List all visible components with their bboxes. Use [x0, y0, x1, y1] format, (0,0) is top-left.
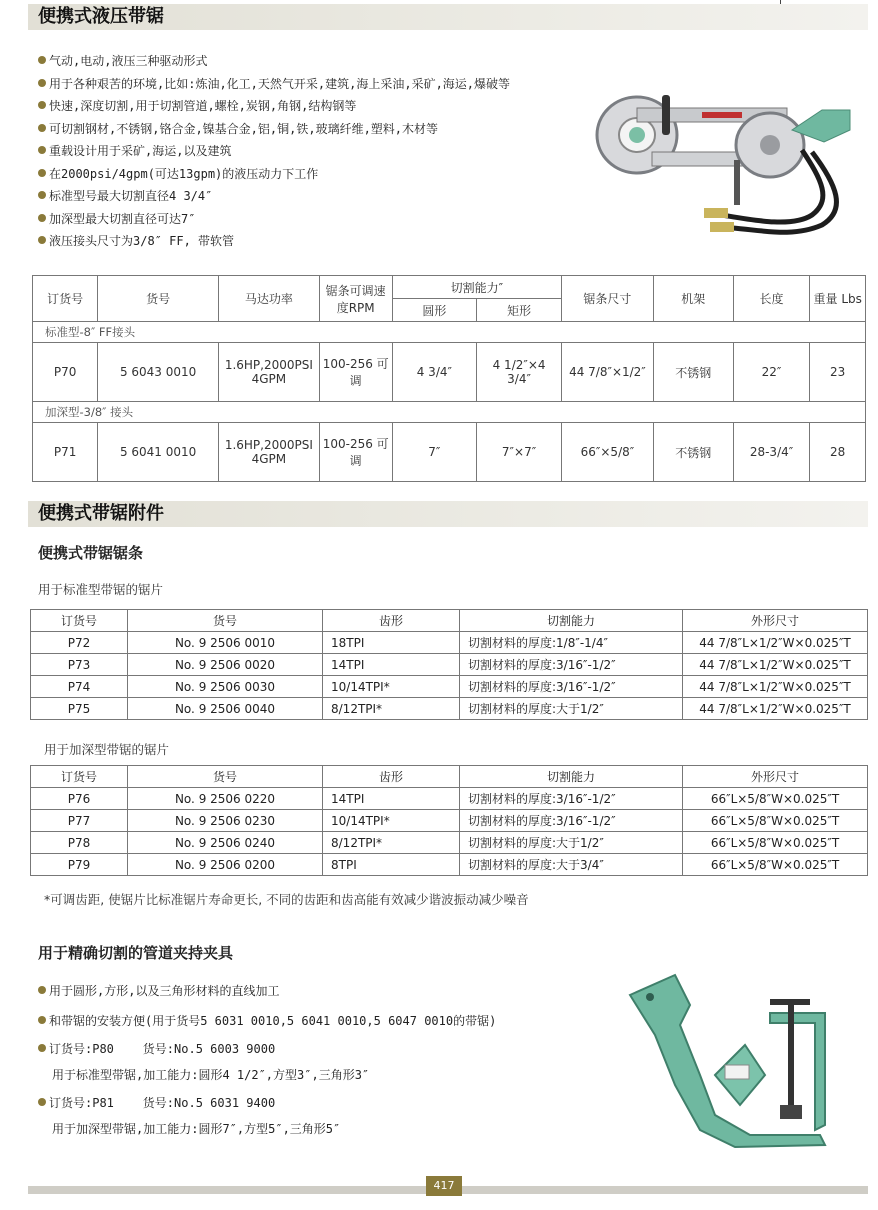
- feature-item: 和带锯的安装方便(用于货号5 6031 0010,5 6041 0010,5 6047 0010的带锯): [38, 1010, 496, 1032]
- table-header-row: [31, 766, 868, 788]
- cell-blade: 66″×5/8″: [562, 423, 654, 482]
- col-part-no: 货号: [98, 276, 219, 322]
- cell-tooth: 18TPI: [323, 632, 460, 654]
- cell-dimensions: 66″L×5/8″W×0.025″T: [683, 788, 868, 810]
- feature-item: 标准型号最大切割直径4 3/4″: [38, 185, 510, 208]
- cell-part-no: No. 9 2506 0220: [128, 788, 323, 810]
- feature-item: 可切割钢材,不锈钢,铬合金,镍基合金,铝,铜,铁,玻璃纤维,塑料,木材等: [38, 118, 510, 141]
- col-tooth: 齿形: [323, 766, 460, 788]
- cell-order-no: P78: [31, 832, 128, 854]
- cell-part-no: No. 9 2506 0030: [128, 676, 323, 698]
- bullet-dot-icon: [38, 56, 46, 64]
- cell-capacity: 切割材料的厚度:3/16″-1/2″: [460, 810, 683, 832]
- cell-order-no: P79: [31, 854, 128, 876]
- cell-part-no: 5 6043 0010: [98, 343, 219, 402]
- page-number: 417: [426, 1176, 462, 1196]
- col-speed: 锯条可调速度RPM: [319, 276, 392, 322]
- bullet-dot-icon: [38, 124, 46, 132]
- table-row: [33, 423, 866, 482]
- cell-order-no: P76: [31, 788, 128, 810]
- group-label: 标准型-8″ FF接头: [33, 322, 866, 343]
- subsection-title-blades: 便携式带锯锯条: [38, 544, 144, 562]
- col-tooth: 齿形: [323, 610, 460, 632]
- col-length: 长度: [733, 276, 810, 322]
- feature-item: 用于圆形,方形,以及三角形材料的直线加工: [38, 980, 496, 1002]
- cell-rect: 4 1/2″×4 3/4″: [477, 343, 562, 402]
- cell-dimensions: 66″L×5/8″W×0.025″T: [683, 832, 868, 854]
- cell-dimensions: 44 7/8″L×1/2″W×0.025″T: [683, 654, 868, 676]
- col-round: 圆形: [392, 299, 476, 322]
- cell-capacity: 切割材料的厚度:3/16″-1/2″: [460, 788, 683, 810]
- table-row: [31, 698, 868, 720]
- cell-order-no: P71: [33, 423, 98, 482]
- feature-item: 气动,电动,液压三种驱动形式: [38, 50, 510, 73]
- cell-length: 28-3/4″: [733, 423, 810, 482]
- col-order-no: 订货号: [31, 766, 128, 788]
- col-dimensions: 外形尺寸: [683, 610, 868, 632]
- bullet-dot-icon: [38, 1044, 46, 1052]
- cell-capacity: 切割材料的厚度:大于3/4″: [460, 854, 683, 876]
- cell-blade: 44 7/8″×1/2″: [562, 343, 654, 402]
- section-title-hydraulic-bandsaw: 便携式液压带锯: [28, 4, 868, 30]
- cell-round: 7″: [392, 423, 476, 482]
- pipe-clamp-image: [620, 965, 835, 1150]
- col-blade: 锯条尺寸: [562, 276, 654, 322]
- cell-capacity: 切割材料的厚度:1/8″-1/4″: [460, 632, 683, 654]
- cell-speed: 100-256 可调: [319, 423, 392, 482]
- section-title-pipe-clamp: 用于精确切割的管道夹持夹具: [38, 944, 234, 962]
- standard-blades-table: [30, 609, 868, 720]
- cell-tooth: 14TPI: [323, 788, 460, 810]
- col-capacity: 切割能力: [460, 766, 683, 788]
- deep-blades-caption: 用于加深型带锯的锯片: [44, 742, 170, 757]
- bullet-dot-icon: [38, 214, 46, 222]
- cell-tooth: 8/12TPI*: [323, 698, 460, 720]
- feature-item: 液压接头尺寸为3/8″ FF, 带软管: [38, 230, 510, 253]
- table-header-row: [33, 276, 866, 299]
- detail-line: 用于加深型带锯,加工能力:圆形7″,方型5″,三角形5″: [52, 1122, 341, 1136]
- cell-motor: 1.6HP,2000PSI 4GPM: [219, 423, 320, 482]
- cell-dimensions: 44 7/8″L×1/2″W×0.025″T: [683, 698, 868, 720]
- feature-item: 重载设计用于采矿,海运,以及建筑: [38, 140, 510, 163]
- cell-tooth: 8TPI: [323, 854, 460, 876]
- table-row: [31, 854, 868, 876]
- feature-item: 订货号:P81 货号:No.5 6031 9400: [38, 1092, 496, 1114]
- col-capacity: 切割能力: [460, 610, 683, 632]
- table-row: [33, 343, 866, 402]
- section-title-accessories: 便携式带锯附件: [28, 501, 868, 527]
- cell-capacity: 切割材料的厚度:大于1/2″: [460, 698, 683, 720]
- cell-order-no: P75: [31, 698, 128, 720]
- col-order-no: 订货号: [33, 276, 98, 322]
- bullet-dot-icon: [38, 169, 46, 177]
- col-rect: 矩形: [477, 299, 562, 322]
- bullet-dot-icon: [38, 79, 46, 87]
- cell-capacity: 切割材料的厚度:3/16″-1/2″: [460, 676, 683, 698]
- group-row-standard: [33, 322, 866, 343]
- bullet-dot-icon: [38, 101, 46, 109]
- cell-part-no: 5 6041 0010: [98, 423, 219, 482]
- bullet-dot-icon: [38, 1098, 46, 1106]
- footnote: *可调齿距, 使锯片比标准锯片寿命更长, 不同的齿距和齿高能有效减少谐波振动减少噪音: [44, 892, 529, 907]
- cell-round: 4 3/4″: [392, 343, 476, 402]
- feature-item: 快速,深度切割,用于切割管道,螺栓,炭钢,角钢,结构钢等: [38, 95, 510, 118]
- bullet-dot-icon: [38, 1016, 46, 1024]
- cell-part-no: No. 9 2506 0200: [128, 854, 323, 876]
- cell-capacity: 切割材料的厚度:3/16″-1/2″: [460, 654, 683, 676]
- cell-motor: 1.6HP,2000PSI 4GPM: [219, 343, 320, 402]
- cell-tooth: 10/14TPI*: [323, 810, 460, 832]
- col-dimensions: 外形尺寸: [683, 766, 868, 788]
- table-row: [31, 676, 868, 698]
- bandsaw-spec-table: [32, 275, 866, 482]
- feature-list: [38, 50, 510, 253]
- cell-part-no: No. 9 2506 0230: [128, 810, 323, 832]
- cell-tooth: 10/14TPI*: [323, 676, 460, 698]
- cell-part-no: No. 9 2506 0010: [128, 632, 323, 654]
- bullet-dot-icon: [38, 236, 46, 244]
- cell-frame: 不锈钢: [653, 423, 733, 482]
- feature-item: 在2000psi/4gpm(可达13gpm)的液压动力下工作: [38, 163, 510, 186]
- detail-line: 用于标准型带锯,加工能力:圆形4 1/2″,方型3″,三角形3″: [52, 1068, 370, 1082]
- col-order-no: 订货号: [31, 610, 128, 632]
- col-part-no: 货号: [128, 766, 323, 788]
- table-row: [31, 832, 868, 854]
- col-frame: 机架: [653, 276, 733, 322]
- table-header-row: [31, 610, 868, 632]
- cell-dimensions: 66″L×5/8″W×0.025″T: [683, 854, 868, 876]
- cell-tooth: 8/12TPI*: [323, 832, 460, 854]
- cell-order-no: P77: [31, 810, 128, 832]
- cell-part-no: No. 9 2506 0040: [128, 698, 323, 720]
- col-weight: 重量 Lbs: [810, 276, 866, 322]
- table-row: [31, 632, 868, 654]
- group-row-deep: [33, 402, 866, 423]
- cell-speed: 100-256 可调: [319, 343, 392, 402]
- table-row: [31, 654, 868, 676]
- cell-part-no: No. 9 2506 0020: [128, 654, 323, 676]
- feature-item: 加深型最大切割直径可达7″: [38, 208, 510, 231]
- bullet-dot-icon: [38, 986, 46, 994]
- col-motor: 马达功率: [219, 276, 320, 322]
- hydraulic-bandsaw-image: [592, 90, 862, 240]
- cell-part-no: No. 9 2506 0240: [128, 832, 323, 854]
- feature-item: 订货号:P80 货号:No.5 6003 9000: [38, 1038, 496, 1060]
- cell-order-no: P74: [31, 676, 128, 698]
- cell-order-no: P73: [31, 654, 128, 676]
- cell-length: 22″: [733, 343, 810, 402]
- group-label: 加深型-3/8″ 接头: [33, 402, 866, 423]
- cell-dimensions: 44 7/8″L×1/2″W×0.025″T: [683, 676, 868, 698]
- deep-blades-table: [30, 765, 868, 876]
- cell-dimensions: 44 7/8″L×1/2″W×0.025″T: [683, 632, 868, 654]
- cell-frame: 不锈钢: [653, 343, 733, 402]
- col-part-no: 货号: [128, 610, 323, 632]
- feature-item: 用于各种艰苦的环境,比如:炼油,化工,天然气开采,建筑,海上采油,采矿,海运,爆破等: [38, 73, 510, 96]
- col-capacity: 切割能力″: [392, 276, 561, 299]
- cell-weight: 23: [810, 343, 866, 402]
- cell-rect: 7″×7″: [477, 423, 562, 482]
- cell-dimensions: 66″L×5/8″W×0.025″T: [683, 810, 868, 832]
- clamp-feature-list: [38, 980, 496, 1140]
- standard-blades-caption: 用于标准型带锯的锯片: [38, 582, 164, 597]
- cell-tooth: 14TPI: [323, 654, 460, 676]
- bullet-dot-icon: [38, 146, 46, 154]
- cell-order-no: P70: [33, 343, 98, 402]
- table-row: [31, 788, 868, 810]
- cell-order-no: P72: [31, 632, 128, 654]
- table-row: [31, 810, 868, 832]
- bullet-dot-icon: [38, 191, 46, 199]
- cell-capacity: 切割材料的厚度:大于1/2″: [460, 832, 683, 854]
- cell-weight: 28: [810, 423, 866, 482]
